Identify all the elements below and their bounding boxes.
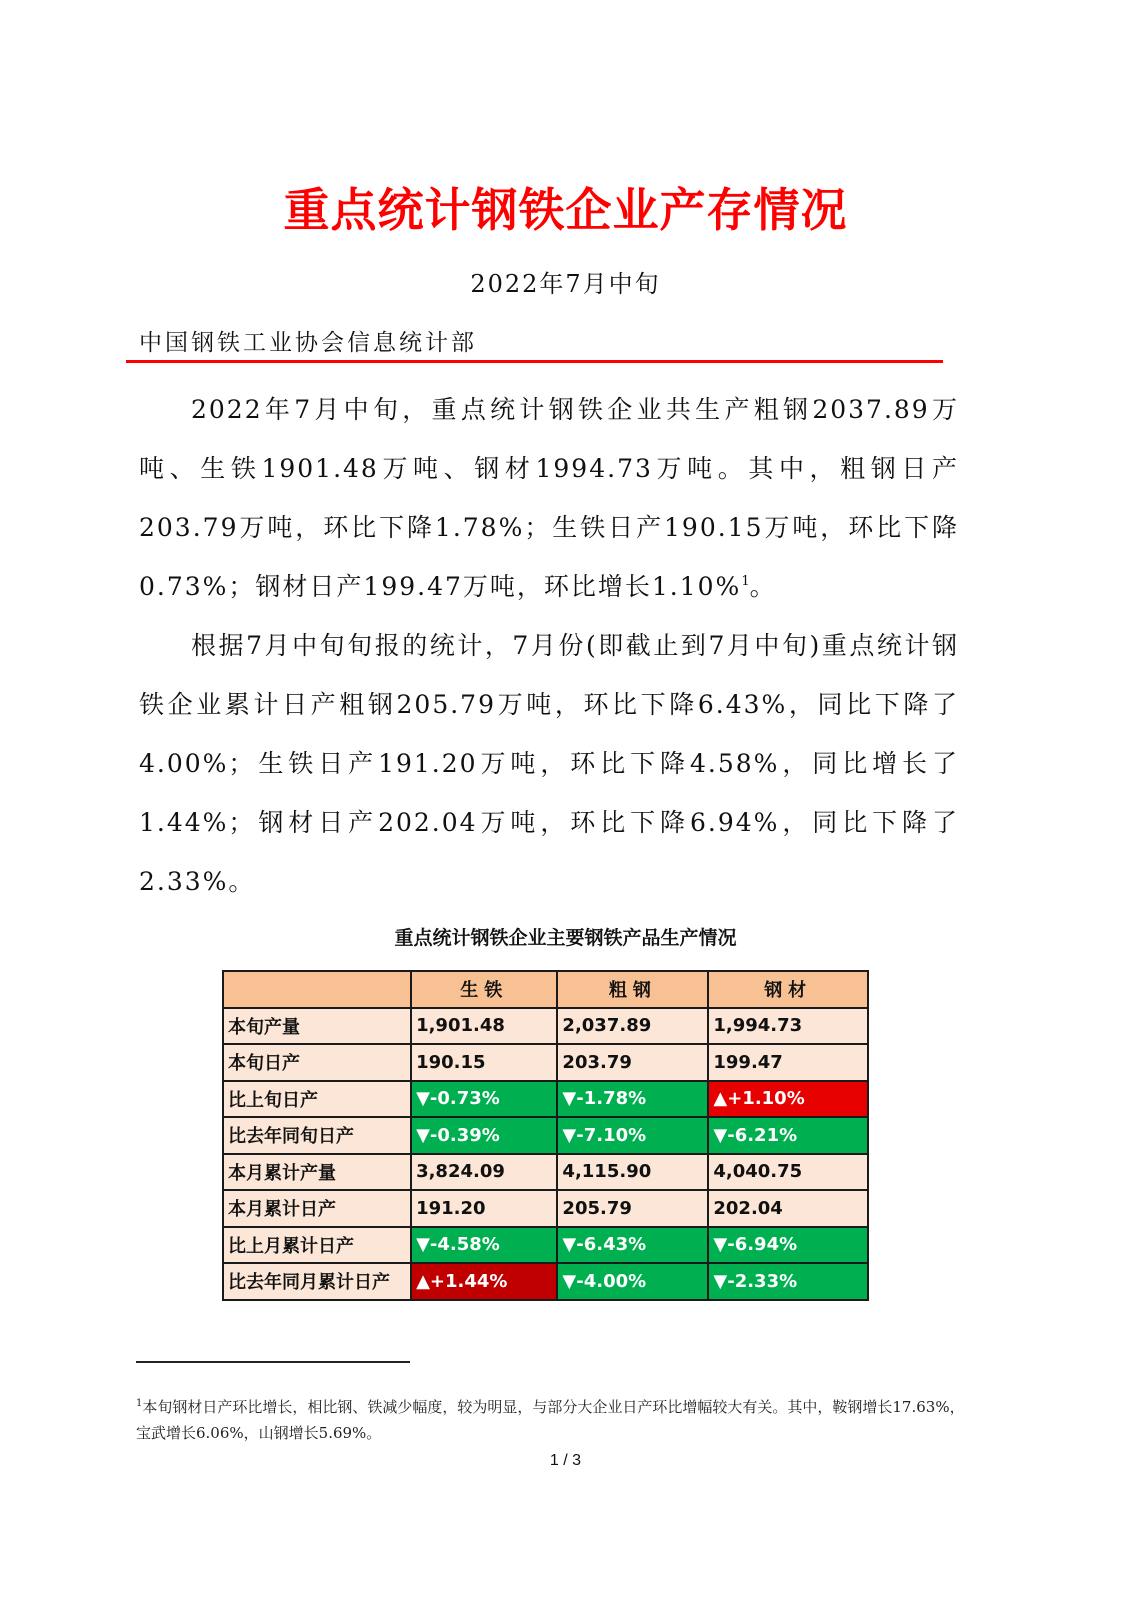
value-cell: 2,037.89: [557, 1008, 708, 1045]
decrease-cell: ▼-0.39%: [411, 1117, 557, 1154]
value-cell: 1,994.73: [708, 1008, 868, 1045]
decrease-cell: ▼-7.10%: [557, 1117, 708, 1154]
footnote-divider: [136, 1361, 410, 1363]
row-label: 本月累计日产: [223, 1190, 411, 1227]
page-number: 1 / 3: [549, 1452, 582, 1469]
value-cell: 202.04: [708, 1190, 868, 1227]
value-cell: 1,901.48: [411, 1008, 557, 1045]
table-row: [223, 1081, 868, 1118]
table-row: [223, 1190, 868, 1227]
value-cell: 191.20: [411, 1190, 557, 1227]
table-caption: 重点统计钢铁企业主要钢铁产品生产情况: [394, 927, 737, 949]
decrease-cell: ▼-0.73%: [411, 1081, 557, 1118]
footnote-ref[interactable]: 1: [741, 574, 750, 589]
row-label: 本旬产量: [223, 1008, 411, 1045]
decrease-cell: ▼-6.21%: [708, 1117, 868, 1154]
table-row: [223, 1117, 868, 1154]
document-title: 重点统计钢铁企业产存情况: [283, 183, 848, 237]
value-cell: 205.79: [557, 1190, 708, 1227]
header-empty: [223, 971, 411, 1008]
production-table: [222, 970, 869, 1301]
paragraph-1: 2022年7月中旬，重点统计钢铁企业共生产粗钢2037.89万吨、生铁1901.48万吨、钢材1994.73万吨。其中，粗钢日产203.79万吨，环比下降1.78%；生铁日产190.15万吨，环比下降0.73%；钢材日产199.47万吨，环比增长1.10%$^1$。: [139, 395, 959, 601]
row-label: 比上月累计日产: [223, 1227, 411, 1264]
value-cell: 3,824.09: [411, 1154, 557, 1191]
row-label: 本月累计产量: [223, 1154, 411, 1191]
table-row: [223, 1044, 868, 1081]
row-label: 本旬日产: [223, 1044, 411, 1081]
value-cell: 4,115.90: [557, 1154, 708, 1191]
decrease-cell: ▼-2.33%: [708, 1263, 868, 1300]
organization-name: 中国钢铁工业协会信息统计部: [139, 330, 477, 356]
header-pig-iron: 生铁: [411, 971, 557, 1008]
increase-cell: ▲+1.10%: [708, 1081, 868, 1118]
row-label: 比去年同旬日产: [223, 1117, 411, 1154]
value-cell: 203.79: [557, 1044, 708, 1081]
value-cell: 4,040.75: [708, 1154, 868, 1191]
decrease-cell: ▼-4.00%: [557, 1263, 708, 1300]
decrease-cell: ▼-6.43%: [557, 1227, 708, 1264]
header-crude-steel: 粗钢: [557, 971, 708, 1008]
decrease-cell: ▼-1.78%: [557, 1081, 708, 1118]
document-date: 2022年7月中旬: [470, 270, 661, 298]
value-cell: 199.47: [708, 1044, 868, 1081]
body-text: [139, 380, 959, 911]
row-label: 比去年同月累计日产: [223, 1263, 411, 1300]
table-row: [223, 1227, 868, 1264]
footnote: $^1$本旬钢材日产环比增长，相比钢、铁减少幅度，较为明显，与部分大企业日产环比增幅较大有关。其中，鞍钢增长17.63%，宝武增长6.06%，山钢增长5.69%。: [136, 1398, 965, 1442]
red-divider: [126, 360, 943, 363]
value-cell: 190.15: [411, 1044, 557, 1081]
paragraph-2: 根据7月中旬旬报的统计，7月份(即截止到7月中旬)重点统计钢铁企业累计日产粗钢205.79万吨，环比下降6.43%，同比下降了4.00%；生铁日产191.20万吨，环比下降4.58%，同比增长了1.44%；钢材日产202.04万吨，环比下降6.94%，同比下降了2.33%。: [139, 631, 959, 896]
table-header-row: [223, 971, 868, 1008]
header-steel-products: 钢材: [708, 971, 868, 1008]
table-row: [223, 1154, 868, 1191]
decrease-cell: ▼-6.94%: [708, 1227, 868, 1264]
footnote-marker: 1: [136, 1398, 143, 1409]
decrease-cell: ▼-4.58%: [411, 1227, 557, 1264]
row-label: 比上旬日产: [223, 1081, 411, 1118]
increase-cell: ▲+1.44%: [411, 1263, 557, 1300]
table-row: [223, 1263, 868, 1300]
table-row: [223, 1008, 868, 1045]
